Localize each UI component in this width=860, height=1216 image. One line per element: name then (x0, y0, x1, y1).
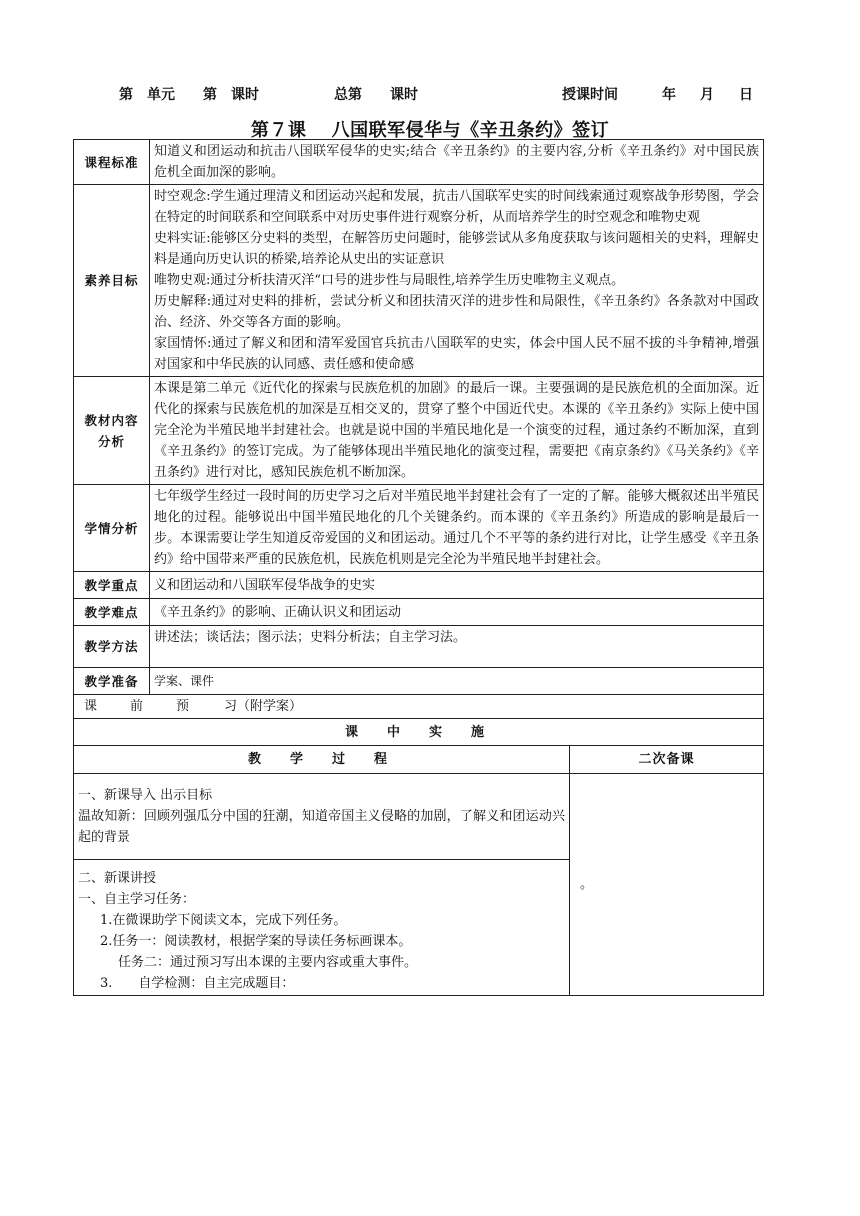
method-label: 教学方法 (74, 626, 150, 668)
prep-label: 教学准备 (74, 668, 150, 695)
literacy-evidence: 史料实证:能够区分史料的类型，在解答历史问题时，能够尝试从多角度获取与该问题相关的史料，理解史料是通向历史认识的桥梁,培养论从史出的实证意识 (154, 231, 760, 267)
task-item-3: 任务二：通过预习写出本课的主要内容或重大事件。 (118, 955, 418, 970)
unit-field: 第 单元 (119, 87, 175, 103)
section2-cell (74, 860, 570, 996)
lesson-number-field: 第 课时 (203, 87, 259, 103)
key-text: 义和团运动和八国联军侵华战争的史实 (150, 572, 764, 599)
standard-text: 知道义和团运动和抗击八国联军侵华的史实;结合《辛丑条约》的主要内容,分析《辛丑条约》对中国民族危机全面加深的影响。 (150, 140, 764, 185)
row-process-header (74, 746, 764, 774)
row-key (74, 572, 764, 599)
row-standard (74, 140, 764, 185)
row-prep (74, 668, 764, 695)
preview-word-1: 课 (84, 699, 98, 714)
section2-sub: 一、自主学习任务： (78, 892, 196, 907)
students-text: 七年级学生经过一段时间的历史学习之后对半殖民地半封建社会有了一定的了解。能够大概叙述出半殖民地化的过程。能够说出中国半殖民地化的几个关键条约。而本课的《辛丑条约》所造成的影响是最后一步。本课需要让学生知道反帝爱国的义和团运动。通过几个不平等的条约进行对比，让学生感受《辛丑条约》给中国带来严重的民族危机，民族危机则是完全沦为半殖民地半封建社会。 (150, 485, 764, 572)
day-label: 日 (739, 87, 753, 103)
literacy-patriotism: 家国情怀:通过了解义和团和清军爱国官兵抗击八国联军的史实，体会中国人民不屈不拔的斗争精神,增强对国家和中华民族的认同感、责任感和使命感 (154, 336, 760, 372)
preview-word-3: 预 (176, 699, 190, 714)
preview-cell (74, 695, 764, 719)
literacy-spacetime: 时空观念:学生通过理清义和团运动兴起和发展，抗击八国联军史实的时间线索通过观察战争形势图，学会在特定的时间联系和空间联系中对历史事件进行观察分析，从而培养学生的时空观念和唯物史观 (154, 189, 760, 225)
task-item-2: 2.任务一：阅读教材，根据学案的导读任务标画课本。 (100, 934, 412, 949)
teach-time-label: 授课时间 (562, 87, 618, 103)
month-label: 月 (700, 87, 714, 103)
literacy-materialism: 唯物史观:通过分析扶清灭洋“口号的进步性与局眼性,培养学生历史唯物主义观点。 (154, 273, 625, 288)
section2-title: 二、新课讲授 (78, 871, 157, 886)
lesson-header (0, 84, 860, 104)
section1-title: 一、新课导入 出示目标 (78, 788, 213, 803)
row-literacy (74, 185, 764, 377)
literacy-label: 素养目标 (74, 185, 150, 377)
standard-label: 课程标准 (74, 140, 150, 185)
method-text: 讲述法；谈话法；图示法；史料分析法；自主学习法。 (150, 626, 764, 668)
second-prep-note: 。 (580, 877, 594, 892)
literacy-content (150, 185, 764, 377)
row-material (74, 377, 764, 485)
task-item-4: 3. 自学检测：自主完成题目： (100, 976, 295, 991)
implement-heading: 课 中 实 施 (74, 719, 764, 746)
difficult-label: 教学难点 (74, 599, 150, 626)
difficult-text: 《辛丑条约》的影响、正确认识义和团运动 (150, 599, 764, 626)
section1-text: 温故知新：回顾列强瓜分中国的狂潮，知道帝国主义侵略的加剧，了解义和团运动兴起的背景 (78, 809, 565, 845)
row-preview (74, 695, 764, 719)
total-lesson-field: 总第 课时 (334, 87, 418, 103)
lesson-plan-table (73, 139, 764, 996)
row-difficult (74, 599, 764, 626)
students-label: 学情分析 (74, 485, 150, 572)
year-label: 年 (662, 87, 676, 103)
second-prep-cell (570, 774, 764, 996)
preview-word-2: 前 (130, 699, 144, 714)
row-implement (74, 719, 764, 746)
key-label: 教学重点 (74, 572, 150, 599)
material-text: 本课是第二单元《近代化的探索与民族危机的加剧》的最后一课。主要强调的是民族危机的全面加深。近代化的探索与民族危机的加深是互相交叉的，贯穿了整个中国近代史。本课的《辛丑条约》实际上使中国完全沦为半殖民地半封建社会。也就是说中国的半殖民地化是一个演变的过程，通过条约不断加深，直到《辛丑条约》的签订完成。为了能够体现出半殖民地化的演变过程，需要把《南京条约》《马关条约》《辛丑条约》进行对比，感知民族危机不断加深。 (150, 377, 764, 485)
row-students (74, 485, 764, 572)
material-label: 教材内容分析 (74, 377, 150, 485)
second-prep-heading: 二次备课 (570, 746, 764, 774)
row-method (74, 626, 764, 668)
process-heading: 教 学 过 程 (74, 746, 570, 774)
preview-word-4: 习（附学案） (224, 699, 303, 714)
section1-cell (74, 774, 570, 860)
literacy-interpretation: 历史解释:通过对史料的排析，尝试分析义和团扶清灭洋的进步性和局限性，《辛丑条约》各条款对中国政治、经济、外交等各方面的影响。 (154, 294, 760, 330)
row-section1 (74, 774, 764, 860)
lesson-title: 第７课 八国联军侵华与《辛丑条约》签订 (250, 120, 610, 141)
task-item-1: 1.在微课助学下阅读文本，完成下列任务。 (100, 913, 347, 928)
prep-text: 学案、课件 (150, 668, 764, 695)
